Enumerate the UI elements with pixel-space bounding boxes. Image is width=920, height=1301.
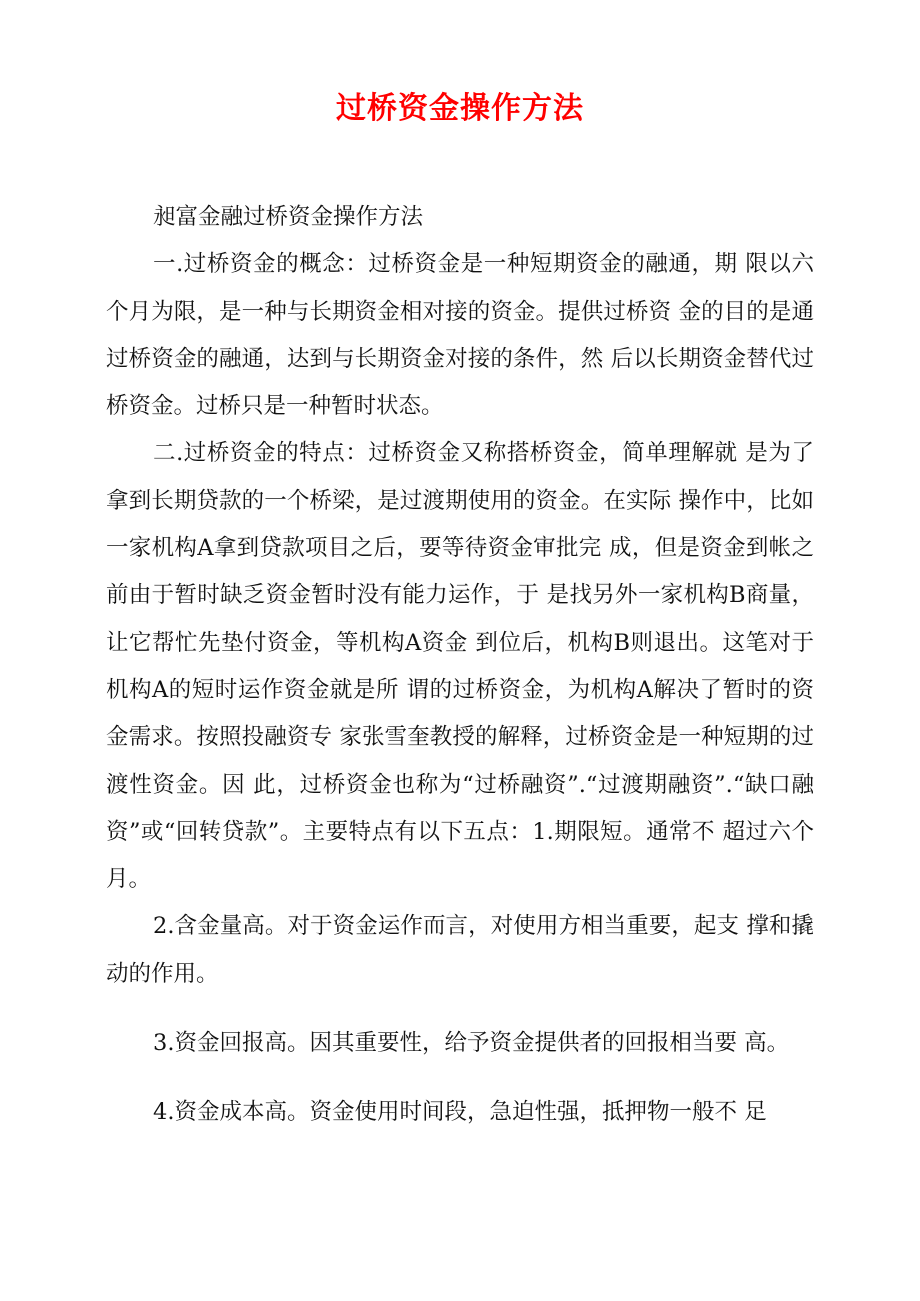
paragraph-heading: 昶富金融过桥资金操作方法 bbox=[153, 204, 424, 230]
document-body bbox=[106, 194, 814, 1137]
paragraph-point-3: 3.资金回报高。因其重要性，给予资金提供者的回报相当要 高。 bbox=[153, 1030, 790, 1057]
paragraph-point-4: 4.资金成本高。资金使用时间段，急迫性强，抵押物一般不 足 bbox=[153, 1099, 767, 1126]
paragraph-concept: 一.过桥资金的概念：过桥资金是一种短期资金的融通，期 限以六个月为限，是一种与长期资金相对接的资金。提供过桥资 金的目的是通过桥资金的融通，达到与长期资金对接的条件，然 后以长期资金替代过桥资金。过桥只是一种暂时状态。 bbox=[106, 251, 814, 420]
paragraph-point-2: 2.含金量高。对于资金运作而言，对使用方相当重要，起支 撑和撬动的作用。 bbox=[106, 913, 814, 987]
document-title: 过桥资金操作方法 bbox=[336, 91, 584, 126]
paragraph-features: 二.过桥资金的特点：过桥资金又称搭桥资金，简单理解就 是为了拿到长期贷款的一个桥梁，是过渡期使用的资金。在实际 操作中，比如一家机构A拿到贷款项目之后，要等待资金审批完 成，但是资金到帐之前由于暂时缺乏资金暂时没有能力运作，于 是找另外一家机构B商量，让它帮忙先垫付资金，等机构A资金 到位后，机构B则退出。这笔对于机构A的短时运作资金就是所 谓的过桥资金，为机构A解决了暂时的资金需求。按照投融资专 家张雪奎教授的解释，过桥资金是一种短期的过渡性资金。因 此，过桥资金也称为“过桥融资”.“过渡期融资”.“缺口融 资”或“回转贷款”。主要特点有以下五点：1.期限短。通常不 超过六个月。 bbox=[106, 440, 814, 893]
